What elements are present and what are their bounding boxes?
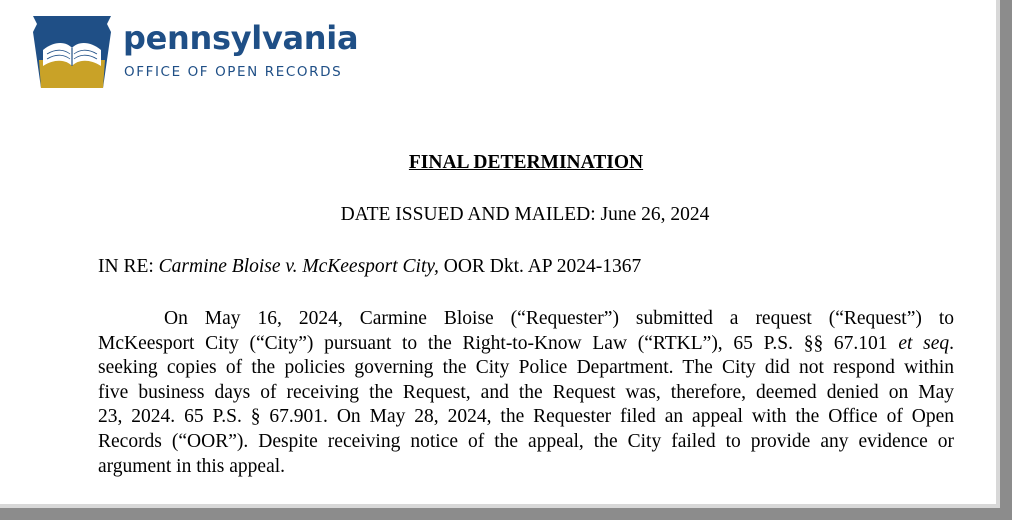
determination-paragraph	[98, 307, 954, 479]
paragraph-line: Records (“OOR”). Despite receiving notice of the appeal, the City failed to provide any evidence or	[98, 430, 954, 452]
docket-number: OOR Dkt. AP 2024-1367	[438, 256, 642, 277]
case-caption	[98, 256, 641, 278]
keystone-book-icon	[31, 14, 113, 90]
paragraph-line: On May 16, 2024, Carmine Bloise (“Requester”) submitted a request (“Request”) to	[164, 308, 954, 329]
page-border-right	[1000, 0, 1012, 520]
page-border-bottom	[0, 508, 1012, 520]
case-name: Carmine Bloise v. McKeesport City,	[158, 256, 439, 277]
in-re-prefix: IN RE:	[98, 256, 159, 277]
et-seq: et seq	[898, 332, 950, 354]
paragraph-line: five business days of receiving the Request, and the Request was, therefore, deemed denied on May	[98, 381, 954, 403]
oor-logo	[31, 14, 361, 92]
period: .	[949, 332, 954, 354]
paragraph-line	[98, 332, 954, 357]
paragraph-line-text: McKeesport City (“City”) pursuant to the Right-to-Know Law (“RTKL”), 65 P.S. §§ 67.101	[98, 332, 888, 354]
paragraph-line: 23, 2024. 65 P.S. § 67.901. On May 28, 2024, the Requester filed an appeal with the Office of Open	[98, 406, 954, 428]
paragraph-line: seeking copies of the policies governing the City Police Department. The City did not respond within	[98, 357, 954, 379]
logo-wordmark: pennsylvania	[123, 19, 359, 57]
date-issued: DATE ISSUED AND MAILED: June 26, 2024	[340, 204, 710, 225]
paragraph-line: argument in this appeal.	[98, 455, 286, 477]
document-title: FINAL DETERMINATION	[408, 152, 644, 173]
logo-subtitle: OFFICE OF OPEN RECORDS	[124, 64, 343, 80]
